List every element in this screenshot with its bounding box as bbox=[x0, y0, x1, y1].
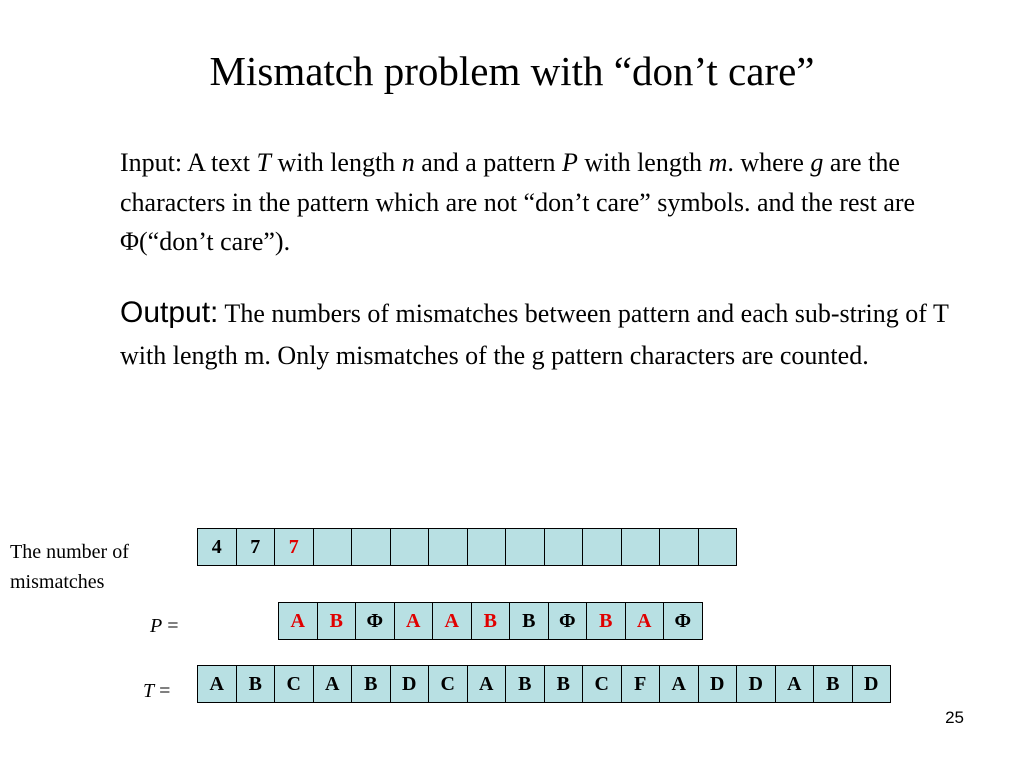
pattern-cell: Φ bbox=[355, 602, 395, 640]
var-P: P bbox=[561, 148, 578, 177]
mismatch-cell bbox=[582, 528, 622, 566]
var-g: g bbox=[810, 148, 824, 177]
text-cell: A bbox=[197, 665, 237, 703]
text-cell: D bbox=[698, 665, 738, 703]
mismatch-cell: 7 bbox=[274, 528, 314, 566]
mismatch-cell bbox=[351, 528, 391, 566]
pattern-equals: = bbox=[162, 615, 179, 637]
text-cell: B bbox=[351, 665, 391, 703]
output-paragraph bbox=[120, 292, 980, 377]
mismatches-label-line-1: The number of bbox=[10, 541, 129, 563]
mismatch-count-row bbox=[197, 529, 737, 566]
text-label bbox=[143, 676, 170, 706]
var-n: n bbox=[401, 148, 415, 177]
text-var: T bbox=[143, 680, 155, 702]
text-cell: C bbox=[428, 665, 468, 703]
text-cell: A bbox=[467, 665, 507, 703]
pattern-cell: B bbox=[586, 602, 626, 640]
slide-title: Mismatch problem with “don’t care” bbox=[209, 48, 815, 94]
text-cell: B bbox=[544, 665, 584, 703]
text-cell: B bbox=[813, 665, 853, 703]
text-cell: C bbox=[274, 665, 314, 703]
text-cell: A bbox=[313, 665, 353, 703]
input-text-3: and a pattern bbox=[414, 148, 562, 177]
mismatch-cell bbox=[313, 528, 353, 566]
mismatch-cell bbox=[544, 528, 584, 566]
page-number: 25 bbox=[945, 708, 964, 727]
mismatch-cell bbox=[428, 528, 468, 566]
pattern-cell: A bbox=[625, 602, 665, 640]
text-cell: D bbox=[852, 665, 892, 703]
input-text-6: are the characters in the pattern which are not “don’t care” symbols. and the rest are Φ(“don’t care”). bbox=[120, 148, 916, 256]
input-text-4: with length bbox=[577, 148, 709, 177]
pattern-cell: Φ bbox=[548, 602, 588, 640]
pattern-cell: A bbox=[432, 602, 472, 640]
mismatches-label-line-2: mismatches bbox=[10, 571, 105, 593]
text-cell: F bbox=[621, 665, 661, 703]
text-cell: A bbox=[775, 665, 815, 703]
pattern-cell: A bbox=[394, 602, 434, 640]
pattern-label bbox=[150, 611, 179, 641]
pattern-cell: B bbox=[317, 602, 357, 640]
text-cell: B bbox=[236, 665, 276, 703]
mismatch-cell bbox=[698, 528, 738, 566]
input-paragraph bbox=[120, 143, 980, 262]
pattern-cell: B bbox=[509, 602, 549, 640]
pattern-cell: A bbox=[278, 602, 318, 640]
text-row bbox=[197, 666, 891, 703]
mismatch-cell bbox=[505, 528, 545, 566]
mismatch-cell bbox=[621, 528, 661, 566]
var-T: T bbox=[256, 148, 271, 177]
input-text-5: . where bbox=[727, 148, 811, 177]
input-text-1: Input: A text bbox=[120, 148, 257, 177]
text-cell: A bbox=[659, 665, 699, 703]
mismatches-label bbox=[10, 537, 129, 597]
text-cell: B bbox=[505, 665, 545, 703]
pattern-cell: B bbox=[471, 602, 511, 640]
output-text: The numbers of mismatches between pattern and each sub-string of T with length m. Only mismatches of the g pattern characters are counted. bbox=[120, 299, 949, 370]
mismatch-cell: 4 bbox=[197, 528, 237, 566]
mismatch-cell: 7 bbox=[236, 528, 276, 566]
text-equals: = bbox=[154, 680, 171, 702]
pattern-cell: Φ bbox=[663, 602, 703, 640]
text-cell: D bbox=[390, 665, 430, 703]
mismatch-cell bbox=[659, 528, 699, 566]
input-text-2: with length bbox=[270, 148, 402, 177]
pattern-row bbox=[278, 603, 703, 640]
mismatch-cell bbox=[390, 528, 430, 566]
var-m: m bbox=[708, 148, 728, 177]
output-label: Output: bbox=[120, 296, 219, 329]
text-cell: C bbox=[582, 665, 622, 703]
text-cell: D bbox=[736, 665, 776, 703]
pattern-var: P bbox=[150, 615, 163, 637]
mismatch-cell bbox=[467, 528, 507, 566]
